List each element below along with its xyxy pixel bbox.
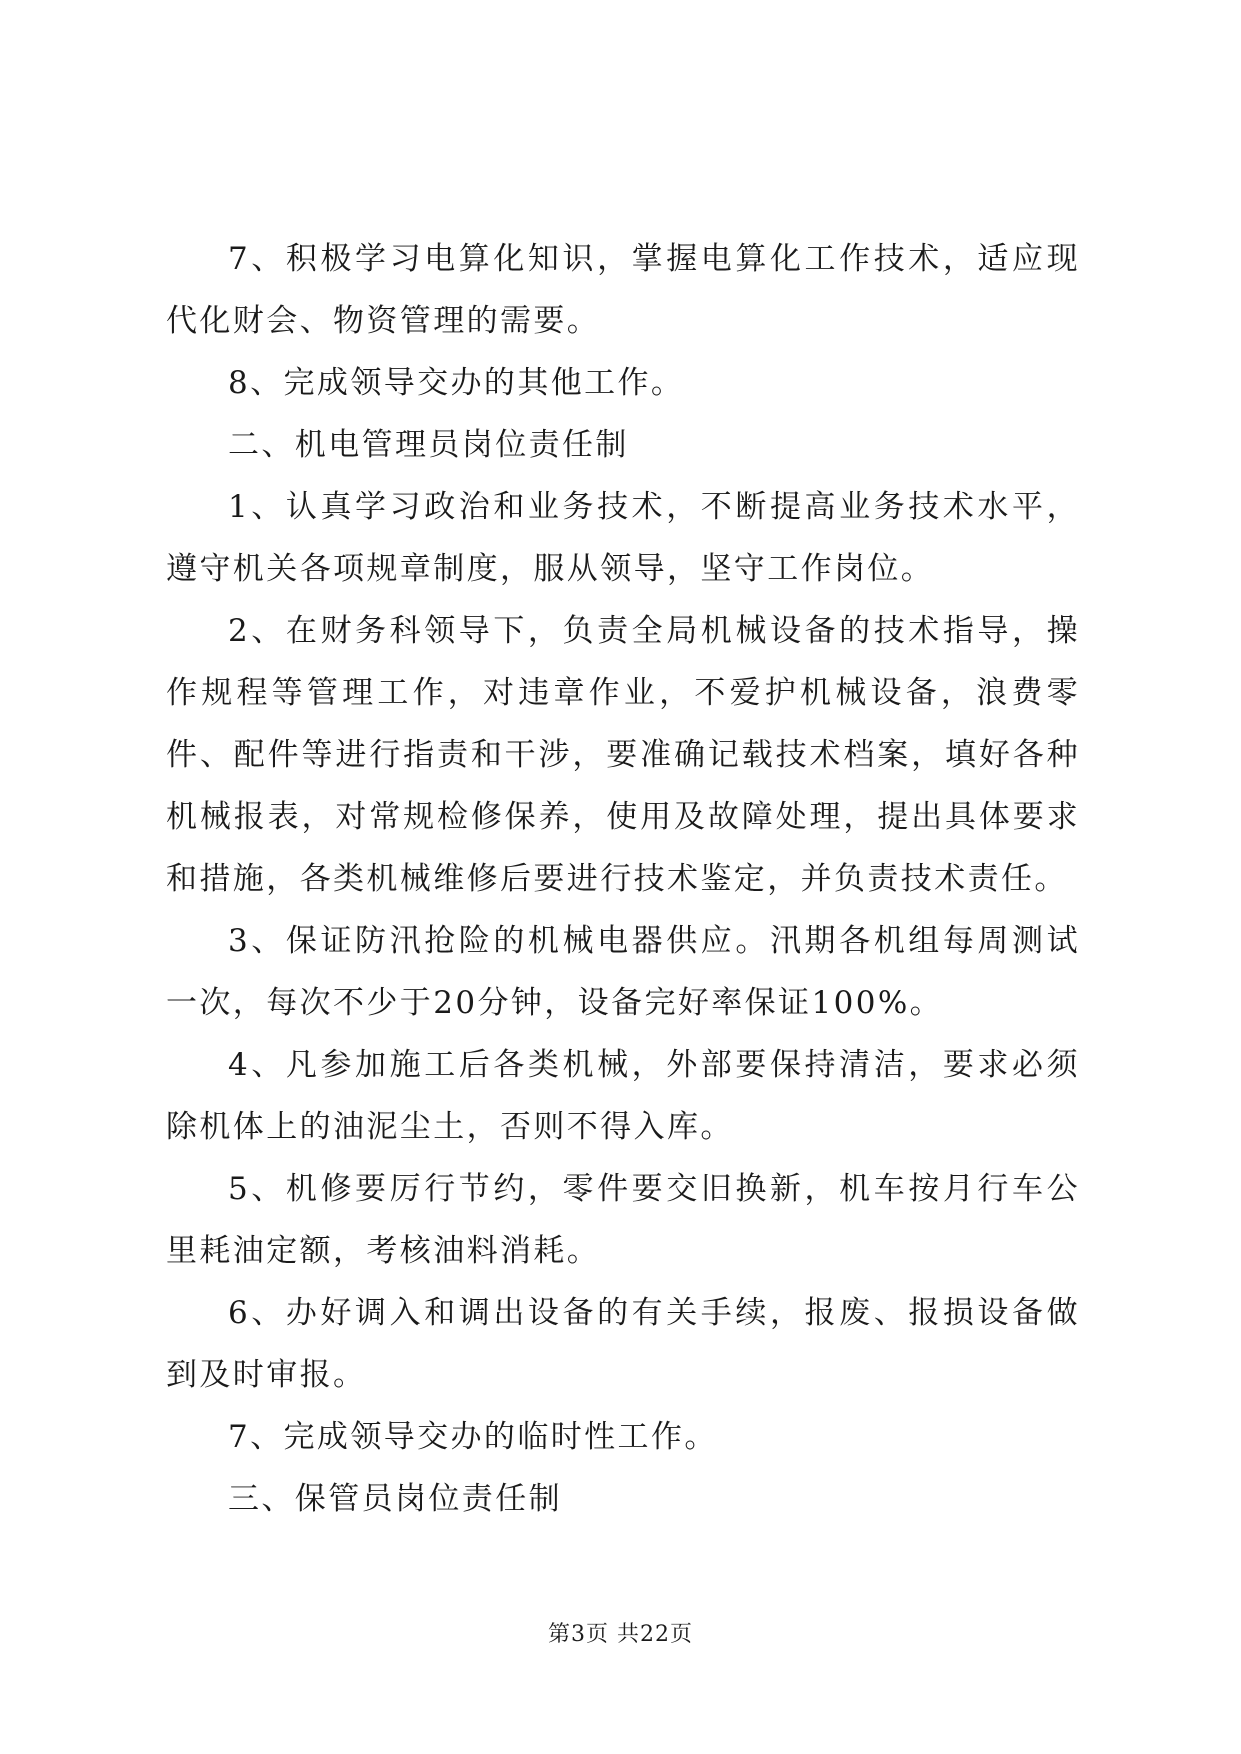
paragraph-item-5-economy: 5、机修要厉行节约，零件要交旧换新，机车按月行车公里耗油定额，考核油料消耗。 bbox=[166, 1171, 1080, 1269]
section-heading-electromechanical-manager: 二、机电管理员岗位责任制 bbox=[228, 427, 629, 463]
paragraph-item-7-temporary-work: 7、完成领导交办的临时性工作。 bbox=[228, 1419, 718, 1455]
paragraph-item-4-machine-cleaning: 4、凡参加施工后各类机械，外部要保持清洁，要求必须除机体上的油泥尘土，否则不得入库。 bbox=[166, 1047, 1080, 1145]
section-heading-storekeeper: 三、保管员岗位责任制 bbox=[228, 1481, 562, 1517]
paragraph-item-6-equipment-procedures: 6、办好调入和调出设备的有关手续，报废、报损设备做到及时审报。 bbox=[166, 1295, 1080, 1393]
paragraph-item-2-technical-guidance: 2、在财务科领导下，负责全局机械设备的技术指导，操作规程等管理工作，对违章作业，不爱护机械设备，浪费零件、配件等进行指责和干涉，要准确记载技术档案，填好各种机械报表，对常规检修保养，使用及故障处理，提出具体要求和措施，各类机械维修后要进行技术鉴定，并负责技术责任。 bbox=[166, 613, 1080, 897]
page-number-footer: 第3页 共22页 bbox=[548, 1622, 693, 1647]
paragraph-item-7-computerization: 7、积极学习电算化知识，掌握电算化工作技术，适应现代化财会、物资管理的需要。 bbox=[166, 241, 1080, 339]
paragraph-item-8-other-work: 8、完成领导交办的其他工作。 bbox=[228, 365, 685, 401]
paragraph-item-1-study: 1、认真学习政治和业务技术，不断提高业务技术水平，遵守机关各项规章制度，服从领导，坚守工作岗位。 bbox=[166, 489, 1080, 587]
paragraph-item-3-flood-supply: 3、保证防汛抢险的机械电器供应。汛期各机组每周测试一次，每次不少于20分钟，设备完好率保证100%。 bbox=[166, 923, 1080, 1021]
document-body bbox=[166, 228, 1080, 1530]
